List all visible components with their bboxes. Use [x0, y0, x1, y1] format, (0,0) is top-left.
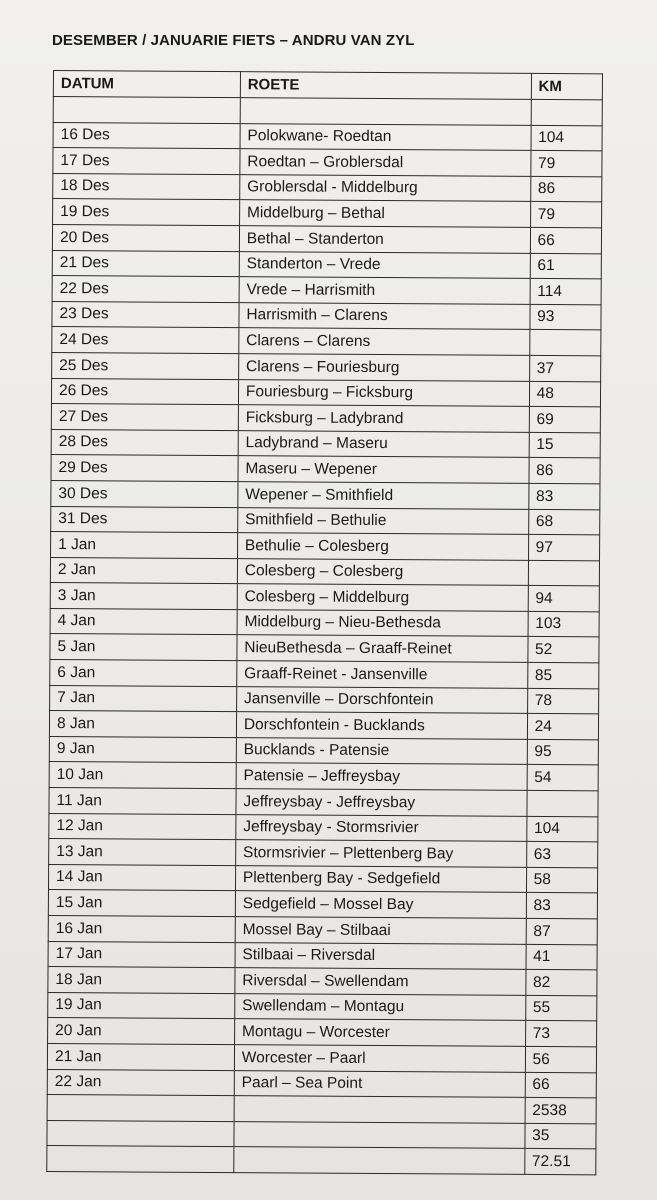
cell-route: Maseru – Wepener: [238, 456, 529, 483]
table-row: [49, 813, 598, 842]
cell-date: 12 Jan: [49, 813, 236, 840]
cell-km: 69: [529, 407, 601, 433]
cell-date: 25 Des: [52, 352, 239, 379]
cell-route: Colesberg – Colesberg: [237, 558, 528, 585]
route-table: [46, 70, 603, 1175]
cell-km: [529, 330, 601, 356]
table-row: [47, 1043, 596, 1072]
table-row: [49, 762, 598, 791]
cell-route: Bethulie – Colesberg: [237, 533, 528, 560]
cell-date: 9 Jan: [49, 736, 236, 763]
cell-route: Vrede – Harrismith: [239, 277, 530, 304]
cell-km: 66: [530, 227, 602, 253]
cell-km: 52: [527, 637, 599, 663]
cell-date: 6 Jan: [50, 660, 237, 687]
cell-km: 86: [529, 458, 601, 484]
cell-date: 30 Des: [51, 480, 238, 507]
cell-date: 1 Jan: [51, 532, 238, 559]
cell-route: Roedtan – Groblersdal: [240, 149, 531, 176]
cell-date: [47, 1095, 234, 1122]
table-row: [53, 173, 602, 202]
cell-route: Fouriesburg – Ficksburg: [238, 379, 529, 406]
cell-date: [47, 1146, 234, 1173]
table-row: [53, 199, 602, 228]
cell-route: Wepener – Smithfield: [238, 482, 529, 509]
cell-date: 20 Jan: [48, 1018, 235, 1045]
table-row: [51, 506, 600, 535]
cell-route: Montagu – Worcester: [234, 1019, 525, 1046]
cell-km: 55: [525, 995, 597, 1021]
cell-route: Bucklands - Patensie: [236, 737, 527, 764]
table-row: [49, 839, 598, 868]
table-row: [50, 608, 599, 637]
cell-date: 29 Des: [51, 455, 238, 482]
cell-km: 2538: [525, 1098, 597, 1124]
cell-km: 37: [529, 355, 601, 381]
cell-date: 13 Jan: [49, 839, 236, 866]
table-row: [47, 1120, 596, 1149]
cell-km: 56: [525, 1046, 597, 1072]
cell-route: Harrismith – Clarens: [239, 302, 530, 329]
cell-route: Middelburg – Nieu-Bethesda: [237, 610, 528, 637]
cell-route: Graaff-Reinet - Jansenville: [237, 661, 528, 688]
cell-km: [527, 790, 599, 816]
table-row: [52, 301, 601, 330]
cell-km: 82: [525, 970, 597, 996]
cell-km: 48: [529, 381, 601, 407]
table-row: [51, 455, 600, 484]
cell-date: 17 Des: [53, 148, 240, 175]
cell-route: Stilbaai – Riversdal: [235, 942, 526, 969]
cell-date: [47, 1120, 234, 1147]
table-row: [50, 583, 599, 612]
cell-km: 104: [531, 125, 603, 151]
cell-date: 19 Jan: [48, 992, 235, 1019]
cell-date: 23 Des: [52, 301, 239, 328]
cell-route: Colesberg – Middelburg: [237, 584, 528, 611]
cell-route: Middelburg – Bethal: [239, 200, 530, 227]
cell-route: Ficksburg – Ladybrand: [238, 405, 529, 432]
cell-date: 21 Des: [52, 250, 239, 277]
table-row: [52, 250, 601, 279]
table-row: [53, 97, 602, 126]
table-row: [47, 1095, 596, 1124]
cell-km: [531, 99, 603, 125]
cell-km: 97: [528, 535, 600, 561]
cell-date: 22 Jan: [47, 1069, 234, 1096]
table-row: [48, 915, 597, 944]
table-row: [53, 148, 602, 177]
cell-km: 15: [529, 432, 601, 458]
cell-km: 94: [528, 586, 600, 612]
cell-route: Riversdal – Swellendam: [235, 968, 526, 995]
table-row: [48, 992, 597, 1021]
cell-date: [53, 97, 240, 124]
cell-date: 21 Jan: [47, 1043, 234, 1070]
cell-date: 17 Jan: [48, 941, 235, 968]
cell-date: 18 Des: [53, 173, 240, 200]
cell-km: 95: [527, 739, 599, 765]
cell-route: Stormsrivier – Plettenberg Bay: [235, 840, 526, 867]
cell-date: 10 Jan: [49, 762, 236, 789]
cell-route: Patensie – Jeffreysbay: [236, 763, 527, 790]
cell-route: Paarl – Sea Point: [234, 1070, 525, 1097]
table-row: [48, 864, 597, 893]
table-row: [51, 532, 600, 561]
document-title: DESEMBER / JANUARIE FIETS – ANDRU VAN ZYL: [52, 32, 415, 49]
cell-route: [234, 1147, 525, 1174]
table-row: [53, 122, 602, 151]
cell-date: 15 Jan: [48, 890, 235, 917]
cell-km: 93: [530, 304, 602, 330]
cell-km: 83: [528, 483, 600, 509]
cell-route: Jeffreysbay - Stormsrivier: [236, 814, 527, 841]
cell-km: 114: [530, 279, 602, 305]
table-row: [49, 711, 598, 740]
table-row: [52, 224, 601, 253]
cell-route: Jeffreysbay - Jeffreysbay: [236, 789, 527, 816]
cell-route: Bethal – Standerton: [239, 226, 530, 253]
table-row: [48, 967, 597, 996]
cell-date: 5 Jan: [50, 634, 237, 661]
cell-route: Plettenberg Bay - Sedgefield: [235, 865, 526, 892]
cell-date: 16 Des: [53, 122, 240, 149]
cell-km: 86: [530, 176, 602, 202]
table-row: [50, 634, 599, 663]
cell-date: 24 Des: [52, 327, 239, 354]
header-km: KM: [531, 73, 603, 99]
cell-route: Ladybrand – Maseru: [238, 430, 529, 457]
cell-date: 2 Jan: [50, 557, 237, 584]
cell-date: 4 Jan: [50, 608, 237, 635]
table-row: [51, 429, 600, 458]
cell-route: Standerton – Vrede: [239, 251, 530, 278]
table-row: [50, 557, 599, 586]
cell-route: [240, 98, 531, 125]
cell-km: 72.51: [524, 1149, 596, 1175]
cell-km: 35: [525, 1123, 597, 1149]
cell-km: 103: [528, 611, 600, 637]
cell-route: Worcester – Paarl: [234, 1045, 525, 1072]
cell-km: 63: [526, 842, 598, 868]
table-row: [49, 788, 598, 817]
cell-date: 31 Des: [51, 506, 238, 533]
cell-km: 68: [528, 509, 600, 535]
cell-date: 22 Des: [52, 276, 239, 303]
cell-route: Mossel Bay – Stilbaai: [235, 917, 526, 944]
header-route: ROETE: [240, 72, 531, 100]
table-row: [48, 1018, 597, 1047]
cell-route: Clarens – Fouriesburg: [238, 354, 529, 381]
cell-km: 83: [526, 893, 598, 919]
cell-route: NieuBethesda – Graaff-Reinet: [237, 635, 528, 662]
cell-km: 54: [527, 765, 599, 791]
table-row: [51, 480, 600, 509]
cell-km: 41: [526, 944, 598, 970]
table-row: [51, 378, 600, 407]
table-row: [50, 660, 599, 689]
cell-route: Polokwane- Roedtan: [240, 123, 531, 150]
cell-date: 27 Des: [51, 404, 238, 431]
cell-route: Groblersdal - Middelburg: [240, 174, 531, 201]
cell-route: Dorschfontein - Bucklands: [236, 712, 527, 739]
cell-date: 14 Jan: [48, 864, 235, 891]
table-row: [51, 404, 600, 433]
cell-date: 11 Jan: [49, 788, 236, 815]
cell-km: 104: [526, 816, 598, 842]
table-row: [48, 890, 597, 919]
cell-km: [528, 560, 600, 586]
cell-date: 20 Des: [52, 224, 239, 251]
cell-route: [234, 1121, 525, 1148]
route-table-body: [47, 71, 603, 1175]
cell-km: 78: [527, 688, 599, 714]
cell-km: 73: [525, 1021, 597, 1047]
cell-km: 85: [527, 662, 599, 688]
table-row: [52, 327, 601, 356]
table-row: [50, 685, 599, 714]
table-row: [52, 352, 601, 381]
cell-route: Swellendam – Montagu: [235, 993, 526, 1020]
table-row: [47, 1069, 596, 1098]
table-row: [47, 1146, 596, 1175]
cell-km: 66: [525, 1072, 597, 1098]
cell-date: 19 Des: [53, 199, 240, 226]
cell-date: 26 Des: [51, 378, 238, 405]
cell-route: Smithfield – Bethulie: [238, 507, 529, 534]
cell-date: 28 Des: [51, 429, 238, 456]
cell-route: Jansenville – Dorschfontein: [236, 686, 527, 713]
cell-date: 3 Jan: [50, 583, 237, 610]
cell-km: 87: [526, 918, 598, 944]
table-header-row: [53, 71, 602, 100]
cell-date: 18 Jan: [48, 967, 235, 994]
cell-date: 7 Jan: [50, 685, 237, 712]
table-row: [49, 736, 598, 765]
cell-km: 79: [530, 151, 602, 177]
cell-km: 24: [527, 714, 599, 740]
cell-km: 61: [530, 253, 602, 279]
cell-date: 16 Jan: [48, 915, 235, 942]
table-row: [52, 276, 601, 305]
cell-date: 8 Jan: [49, 711, 236, 738]
cell-km: 79: [530, 202, 602, 228]
cell-km: 58: [526, 867, 598, 893]
cell-route: [234, 1096, 525, 1123]
cell-route: Sedgefield – Mossel Bay: [235, 891, 526, 918]
table-row: [48, 941, 597, 970]
header-date: DATUM: [53, 71, 240, 98]
cell-route: Clarens – Clarens: [239, 328, 530, 355]
